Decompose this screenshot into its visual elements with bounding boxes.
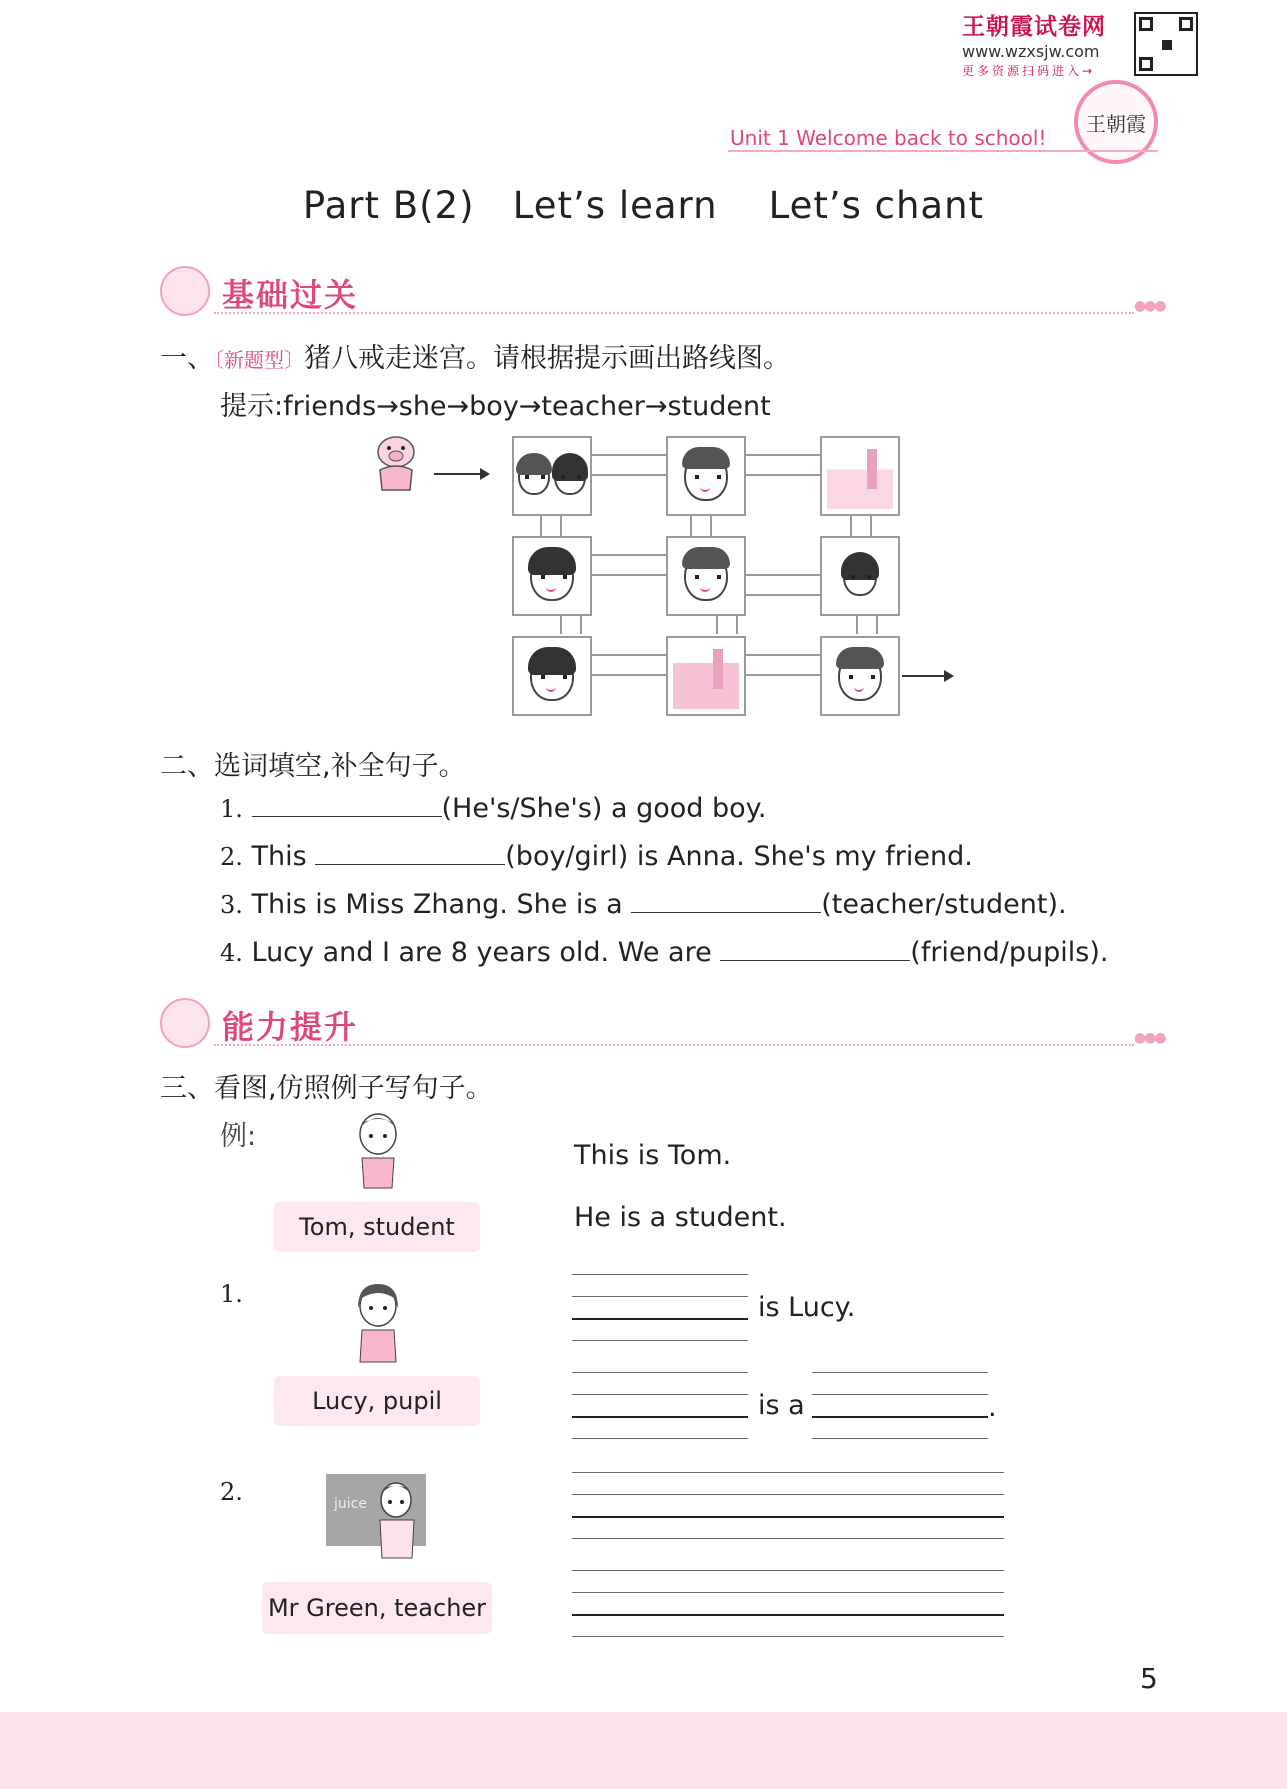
brand-title: 王朝霞试卷网	[962, 14, 1106, 40]
divider-dots: ●●●	[1134, 1030, 1165, 1046]
page-title: Part B(2) Let’s learn Let’s chant	[302, 184, 985, 227]
brand-url[interactable]: www.wzxsjw.com	[962, 42, 1100, 61]
question-2-heading: 二、选词填空,补全句子。	[160, 751, 466, 782]
fill-item-2: 2. This (boy/girl) is Anna. She's my friend.	[220, 841, 973, 872]
writing-lines-1c[interactable]	[812, 1372, 988, 1438]
tom-figure-icon	[348, 1108, 408, 1198]
question-3-heading: 三、看图,仿照例子写句子。	[160, 1073, 493, 1104]
mr-green-figure-icon: juice	[326, 1474, 426, 1560]
maze-cell-scene-tower[interactable]	[820, 436, 900, 516]
writing-lines-2b[interactable]	[572, 1570, 1004, 1636]
maze-cell-teacher[interactable]	[820, 536, 900, 616]
item-2-caption: Mr Green, teacher	[262, 1582, 492, 1634]
answer-blank-2[interactable]	[315, 840, 505, 865]
fill-item-1: 1. (He's/She's) a good boy.	[220, 793, 767, 824]
fill-item-3: 3. This is Miss Zhang. She is a (teacher/student).	[220, 889, 1067, 920]
item-1-sentence-1-suffix: is Lucy.	[758, 1292, 856, 1323]
answer-blank-3[interactable]	[631, 888, 821, 913]
footer-band	[0, 1712, 1287, 1789]
lucy-figure-icon	[348, 1280, 408, 1370]
page-number: 5	[1140, 1662, 1158, 1695]
section-divider	[214, 1044, 1134, 1046]
q3-item-2-number: 2.	[220, 1478, 243, 1506]
writing-lines-1a[interactable]	[572, 1274, 748, 1340]
brand-scan-hint: 更多资源扫码进入→	[962, 64, 1096, 78]
item-1-caption: Lucy, pupil	[274, 1376, 480, 1426]
section-title-improve: 能力提升	[222, 1008, 359, 1046]
example-caption: Tom, student	[274, 1202, 480, 1252]
new-type-tag: 〔新题型〕	[214, 348, 304, 372]
answer-blank-1[interactable]	[252, 792, 442, 817]
section-title-basic: 基础过关	[222, 276, 359, 314]
maze[interactable]	[0, 0, 1287, 760]
maze-cell-girl-2[interactable]	[512, 636, 592, 716]
maze-entry-arrow-icon	[434, 473, 488, 475]
maze-cell-girl[interactable]	[512, 536, 592, 616]
writing-lines-2a[interactable]	[572, 1472, 1004, 1538]
example-label: 例:	[220, 1121, 257, 1152]
maze-cell-boy-tie[interactable]	[666, 436, 746, 516]
fill-item-4: 4. Lucy and I are 8 years old. We are (friend/pupils).	[220, 937, 1109, 968]
divider-dots: ●●●	[1134, 298, 1165, 314]
question-1-heading: 一、〔新题型〕猪八戒走迷宫。请根据提示画出路线图。	[160, 343, 790, 374]
pig-mascot-icon	[368, 432, 424, 496]
maze-exit-arrow-icon	[902, 675, 952, 677]
item-1-sentence-2-end: .	[988, 1392, 997, 1423]
example-sentence-2: He is a student.	[574, 1202, 787, 1233]
answer-blank-4[interactable]	[720, 936, 910, 961]
maze-hint: 提示:friends→she→boy→teacher→student	[220, 391, 771, 422]
maze-cell-friends[interactable]	[512, 436, 592, 516]
example-sentence-1: This is Tom.	[574, 1140, 732, 1171]
unit-label: Unit 1 Welcome back to school!	[730, 126, 1047, 150]
brand-seal-logo: 王朝霞	[1074, 80, 1158, 164]
q3-item-1-number: 1.	[220, 1280, 243, 1308]
maze-cell-student[interactable]	[820, 636, 900, 716]
maze-cell-boy[interactable]	[666, 536, 746, 616]
maze-cell-scene-school[interactable]	[666, 636, 746, 716]
item-1-sentence-2-mid: is a	[758, 1390, 805, 1421]
writing-lines-1b[interactable]	[572, 1372, 748, 1438]
section-mascot-icon	[160, 998, 210, 1048]
